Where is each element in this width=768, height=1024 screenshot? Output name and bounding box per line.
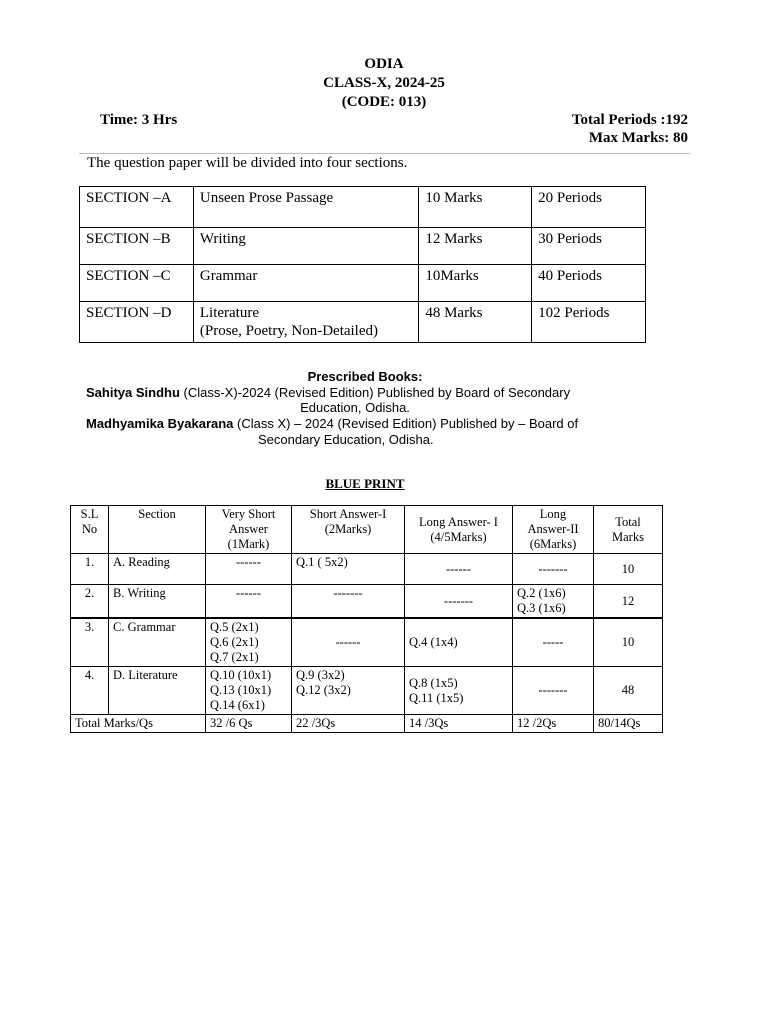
section-name: SECTION –A [80,187,194,228]
row-la2 [513,618,594,667]
col-header-sa-line1: Short Answer-I [309,507,387,521]
col-header-sa [292,506,405,554]
col-header-total-line2: Marks [612,529,644,544]
col-header-total-line1: Total [615,514,641,529]
totals-la1: 14 /3Qs [405,715,513,733]
book-2-details: (Class X) – 2024 (Revised Edition) Published by – Board of [233,416,579,431]
books-heading: Prescribed Books: [307,369,423,384]
max-marks: Max Marks: 80 [588,130,688,146]
table-row [80,187,646,228]
row-sa-item: Q.12 (3x2) [296,683,351,697]
book-2-title: Madhyamika Byakarana [86,416,234,431]
row-la2 [513,667,594,715]
book-1-line2: Education, Odisha. [300,400,410,415]
row-sl: 1. [71,554,109,585]
row-sa-item: Q.1 ( 5x2) [296,555,348,569]
section-name: SECTION –C [80,265,194,302]
col-header-la2-line2: Answer-II [527,522,579,536]
col-header-total [594,506,663,554]
row-la2-item: ----- [542,635,564,649]
section-marks: 48 Marks [419,302,532,343]
book-2-line2: Secondary Education, Odisha. [258,432,434,447]
section-topic [193,302,418,343]
row-la2 [513,585,594,619]
book-1-details: (Class-X)-2024 (Revised Edition) Published by Board of Secondary [179,385,571,400]
book-2 [86,416,706,431]
col-header-la1 [405,506,513,554]
section-topic: Unseen Prose Passage [193,187,418,228]
sections-table [79,186,646,343]
blueprint-title: BLUE PRINT [325,476,405,491]
row-total: 12 [594,585,663,619]
row-la1 [405,618,513,667]
row-la2-item: ------- [538,561,568,576]
col-header-la1-line1: Long Answer- I [419,514,498,529]
header-divider [79,153,690,154]
row-la1-item: Q.4 (1x4) [409,635,458,649]
book-1-title: Sahitya Sindhu [86,385,180,400]
section-topic: Grammar [193,265,418,302]
section-name: SECTION –B [80,228,194,265]
row-la2-item: Q.3 (1x6) [517,601,566,615]
table-row [80,265,646,302]
row-total: 10 [594,618,663,667]
blueprint-table [70,505,663,733]
col-header-vsa-line1: Very Short [221,507,276,521]
totals-row [71,715,663,733]
row-sa-item: ------- [333,586,363,600]
row-sl: 3. [71,618,109,667]
table-row [71,618,663,667]
col-header-la2-line3: (6Marks) [529,537,577,551]
section-periods: 30 Periods [532,228,646,265]
row-la2-item: ------- [538,683,568,697]
row-la1-item: Q.8 (1x5) [409,675,458,690]
totals-label: Total Marks/Qs [71,715,206,733]
row-la1-item: ------ [446,561,471,576]
section-marks: 10 Marks [419,187,532,228]
totals-sa: 22 /3Qs [292,715,405,733]
row-vsa-item: Q.7 (2x1) [210,650,259,664]
totals-vsa: 32 /6 Qs [206,715,292,733]
row-section: B. Writing [109,585,206,619]
row-la1 [405,554,513,585]
time-label: Time: 3 Hrs [100,112,178,128]
col-header-vsa-line3: (1Mark) [227,537,270,551]
subject-title: ODIA [364,56,404,72]
row-la1 [405,667,513,715]
subject-code: (CODE: 013) [341,94,427,110]
row-sl: 2. [71,585,109,619]
table-row [80,228,646,265]
col-header-vsa [206,506,292,554]
row-vsa [206,554,292,585]
class-year: CLASS-X, 2024-25 [323,75,445,91]
col-header-la2-line1: Long [539,507,567,521]
col-header-sl-line1: S.L [80,507,99,521]
row-la2-item: Q.2 (1x6) [517,586,566,600]
table-row [71,554,663,585]
row-la1 [405,585,513,619]
col-header-la2 [513,506,594,554]
row-vsa [206,667,292,715]
section-periods: 102 Periods [532,302,646,343]
book-1 [86,385,686,400]
row-sa [292,554,405,585]
row-sa [292,618,405,667]
row-total: 48 [594,667,663,715]
col-header-sa-line2: (2Marks) [324,522,372,536]
row-section: C. Grammar [109,618,206,667]
col-header-section: Section [109,506,206,554]
row-total: 10 [594,554,663,585]
col-header-vsa-line2: Answer [229,522,268,536]
section-topic-line1: Literature [199,305,259,321]
section-periods: 40 Periods [532,265,646,302]
row-vsa [206,585,292,619]
row-vsa-item: Q.13 (10x1) [210,683,272,697]
row-sa [292,667,405,715]
totals-total: 80/14Qs [594,715,663,733]
row-sa-item: Q.9 (3x2) [296,668,345,682]
row-vsa-item: Q.14 (6x1) [210,698,265,712]
row-vsa-item: Q.6 (2x1) [210,635,259,649]
table-row [71,585,663,619]
row-vsa-item: Q.5 (2x1) [210,620,259,634]
col-header-sl-line2: No [81,522,98,536]
table-row [71,667,663,715]
section-periods: 20 Periods [532,187,646,228]
row-vsa-item: ------ [236,586,261,600]
section-topic: Writing [193,228,418,265]
total-periods: Total Periods :192 [571,112,688,128]
row-la2 [513,554,594,585]
row-la1-item: ------- [443,593,474,608]
section-marks: 12 Marks [419,228,532,265]
row-section: D. Literature [109,667,206,715]
row-vsa-item: ------ [236,555,261,569]
section-name: SECTION –D [80,302,194,343]
row-sa-item: ------ [335,635,361,649]
section-marks: 10Marks [419,265,532,302]
col-header-sl [71,506,109,554]
table-row [80,302,646,343]
row-la1-item: Q.11 (1x5) [409,690,464,705]
row-vsa [206,618,292,667]
row-section: A. Reading [109,554,206,585]
section-topic-line2: (Prose, Poetry, Non-Detailed) [199,323,379,339]
row-sa [292,585,405,619]
intro-text: The question paper will be divided into four sections. [87,155,408,171]
table-header-row [71,506,663,554]
totals-la2: 12 /2Qs [513,715,594,733]
row-vsa-item: Q.10 (10x1) [210,668,272,682]
col-header-la1-line2: (4/5Marks) [430,529,487,544]
row-sl: 4. [71,667,109,715]
